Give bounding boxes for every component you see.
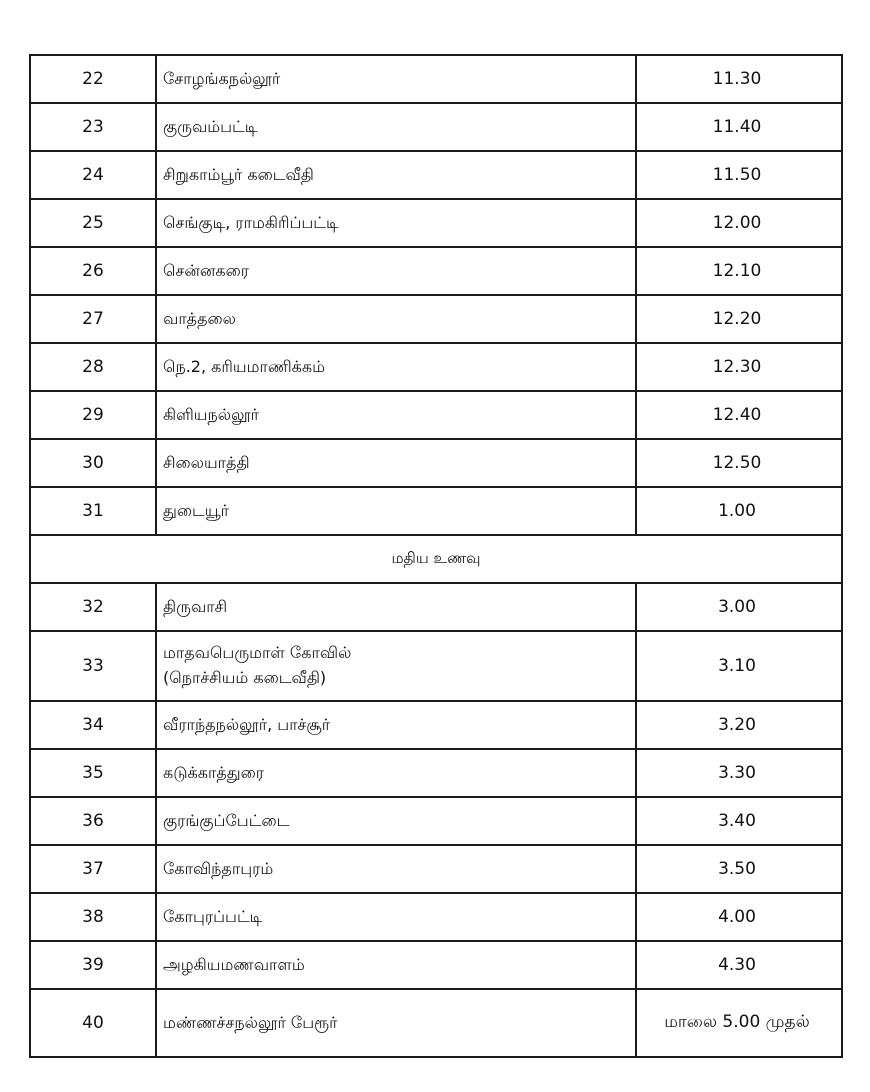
place-name: கோவிந்தாபுரம் — [155, 846, 635, 892]
table-row — [31, 748, 841, 796]
place-name: வீராந்தநல்லூர், பாச்சூர் — [155, 702, 635, 748]
place-name: சோழங்கநல்லூர் — [155, 56, 635, 102]
table-row — [31, 438, 841, 486]
row-number: 34 — [82, 715, 104, 735]
place-name: சிலையாத்தி — [155, 440, 635, 486]
row-number: 33 — [82, 656, 104, 676]
place-name: மாதவபெருமாள் கோவில் (நொச்சியம் கடைவீதி) — [155, 632, 635, 700]
place-name: வாத்தலை — [155, 296, 635, 342]
place-name: குரங்குப்பேட்டை — [155, 798, 635, 844]
arrival-time: 1.00 — [635, 488, 837, 534]
row-number: 24 — [82, 165, 104, 185]
table-row — [31, 342, 841, 390]
arrival-time: 3.40 — [635, 798, 837, 844]
row-number: 40 — [82, 1013, 104, 1033]
table-row — [31, 988, 841, 1056]
row-number: 27 — [82, 309, 104, 329]
arrival-time: 12.20 — [635, 296, 837, 342]
row-number: 30 — [82, 453, 104, 473]
arrival-time: 12.50 — [635, 440, 837, 486]
table-row — [31, 844, 841, 892]
arrival-time: 3.50 — [635, 846, 837, 892]
row-number: 39 — [82, 955, 104, 975]
row-number: 29 — [82, 405, 104, 425]
schedule-table — [29, 54, 843, 1058]
arrival-time: 11.40 — [635, 104, 837, 150]
arrival-time: 4.00 — [635, 894, 837, 940]
table-row — [31, 390, 841, 438]
table-row — [31, 630, 841, 700]
row-number: 28 — [82, 357, 104, 377]
place-name: கிளியநல்லூர் — [155, 392, 635, 438]
row-number: 22 — [82, 69, 104, 89]
row-number: 37 — [82, 859, 104, 879]
table-row — [31, 150, 841, 198]
arrival-time: மாலை 5.00 முதல் — [635, 990, 837, 1056]
arrival-time: 3.10 — [635, 632, 837, 700]
row-number: 38 — [82, 907, 104, 927]
table-row — [31, 294, 841, 342]
arrival-time: 3.00 — [635, 584, 837, 630]
row-number: 32 — [82, 597, 104, 617]
place-name: சென்னகரை — [155, 248, 635, 294]
arrival-time: 12.40 — [635, 392, 837, 438]
lunch-break-row: மதிய உணவு — [31, 534, 841, 582]
place-name: நெ.2, கரியமாணிக்கம் — [155, 344, 635, 390]
row-number: 26 — [82, 261, 104, 281]
place-name: துடையூர் — [155, 488, 635, 534]
row-number: 23 — [82, 117, 104, 137]
table-row — [31, 246, 841, 294]
table-row — [31, 486, 841, 534]
place-name: கடுக்காத்துரை — [155, 750, 635, 796]
arrival-time: 12.30 — [635, 344, 837, 390]
row-number: 36 — [82, 811, 104, 831]
place-name: செங்குடி, ராமகிரிப்பட்டி — [155, 200, 635, 246]
arrival-time: 12.10 — [635, 248, 837, 294]
place-name: குருவம்பட்டி — [155, 104, 635, 150]
arrival-time: 3.20 — [635, 702, 837, 748]
table-row — [31, 582, 841, 630]
arrival-time: 3.30 — [635, 750, 837, 796]
arrival-time: 12.00 — [635, 200, 837, 246]
arrival-time: 4.30 — [635, 942, 837, 988]
row-number: 35 — [82, 763, 104, 783]
table-row — [31, 54, 841, 102]
place-name: மண்ணச்சநல்லூர் பேரூர் — [155, 990, 635, 1056]
table-row — [31, 940, 841, 988]
table-row — [31, 796, 841, 844]
table-row — [31, 198, 841, 246]
table-row — [31, 102, 841, 150]
place-name: சிறுகாம்பூர் கடைவீதி — [155, 152, 635, 198]
table-row — [31, 892, 841, 940]
place-name: கோபுரப்பட்டி — [155, 894, 635, 940]
place-name: அழகியமணவாளம் — [155, 942, 635, 988]
table-row — [31, 700, 841, 748]
row-number: 31 — [82, 501, 104, 521]
arrival-time: 11.50 — [635, 152, 837, 198]
arrival-time: 11.30 — [635, 56, 837, 102]
row-number: 25 — [82, 213, 104, 233]
place-name: திருவாசி — [155, 584, 635, 630]
